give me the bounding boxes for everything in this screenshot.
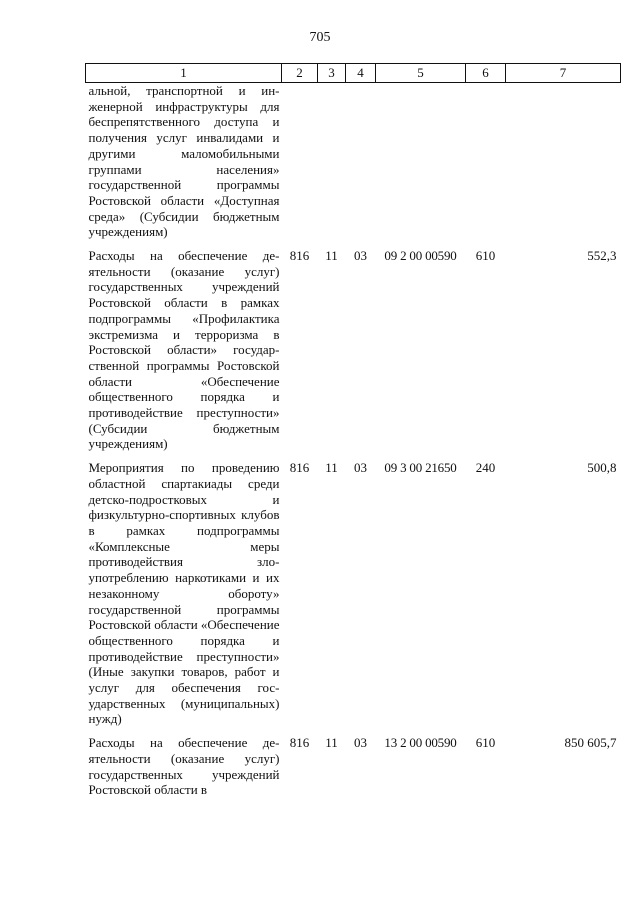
- table-row: [86, 248, 621, 460]
- row-subsection-code: [346, 83, 376, 249]
- table-row: [86, 460, 621, 735]
- table-header-row: [86, 64, 621, 83]
- row-ministry-code: 816: [289, 735, 310, 751]
- table-row: [86, 83, 621, 249]
- row-description: альной, транспортной и инженерной инфраструктуры для беспрепятственного доступа и получения услуг инвалидами и другими маломобильными группами населения» государственной программы Ростовской области «Доступная среда» (Субсидии бюджетным учреждениям): [88, 83, 280, 240]
- row-ministry-code: [282, 83, 318, 249]
- row-amount: [506, 83, 621, 249]
- row-section-code: [318, 83, 346, 249]
- row-expense-type: 610: [475, 248, 496, 264]
- row-target-code: 09 2 00 00590: [384, 248, 457, 264]
- row-section-code: 11: [325, 735, 338, 751]
- row-description: Расходы на обеспечение деятельности (оказание услуг) государственных учреждений Ростовской области в рамках подпрограммы «Профилактика экстремизма и терроризма в Ростовской области» государственной программы Ростовской области «Обеспечение общественного порядка и противодействие преступности» (Субсидии бюджетным учреждениям): [88, 248, 280, 452]
- row-description: Расходы на обеспечение деятельности (оказание услуг) государственных учреждений Ростовской области в: [88, 735, 280, 798]
- page-number: 705: [309, 30, 331, 45]
- row-amount: 850 605,7: [564, 735, 617, 751]
- row-subsection-code: 03: [354, 248, 367, 264]
- column-header-3: 3: [318, 64, 346, 83]
- column-header-7: 7: [506, 64, 621, 83]
- column-header-5: 5: [376, 64, 466, 83]
- budget-table: [85, 63, 621, 806]
- row-expense-type: 240: [475, 460, 496, 476]
- column-header-1: 1: [86, 64, 282, 83]
- row-ministry-code: 816: [289, 460, 310, 476]
- row-section-code: 11: [325, 248, 338, 264]
- row-amount: 500,8: [587, 460, 617, 476]
- row-subsection-code: 03: [354, 460, 367, 476]
- column-header-2: 2: [282, 64, 318, 83]
- table-row: [86, 735, 621, 806]
- row-section-code: 11: [325, 460, 338, 476]
- row-amount: 552,3: [587, 248, 617, 264]
- row-expense-type: 610: [475, 735, 496, 751]
- row-target-code: 13 2 00 00590: [384, 735, 457, 751]
- row-expense-type: [466, 83, 506, 249]
- row-subsection-code: 03: [354, 735, 367, 751]
- row-target-code: [376, 83, 466, 249]
- row-target-code: 09 3 00 21650: [384, 460, 457, 476]
- column-header-6: 6: [466, 64, 506, 83]
- row-description: Мероприятия по проведению областной спартакиады среди детско-подростковых и физкультурно-спортивных клубов в рамках подпрограммы «Комплексные меры противодействия злоупотреблению наркотиками и их незаконному обороту» государственной программы Ростовской области «Обеспечение общественного порядка и противодействие преступности» (Иные закупки товаров, работ и услуг для обеспечения государственных (муниципальных) нужд): [88, 460, 280, 727]
- column-header-4: 4: [346, 64, 376, 83]
- row-ministry-code: 816: [289, 248, 310, 264]
